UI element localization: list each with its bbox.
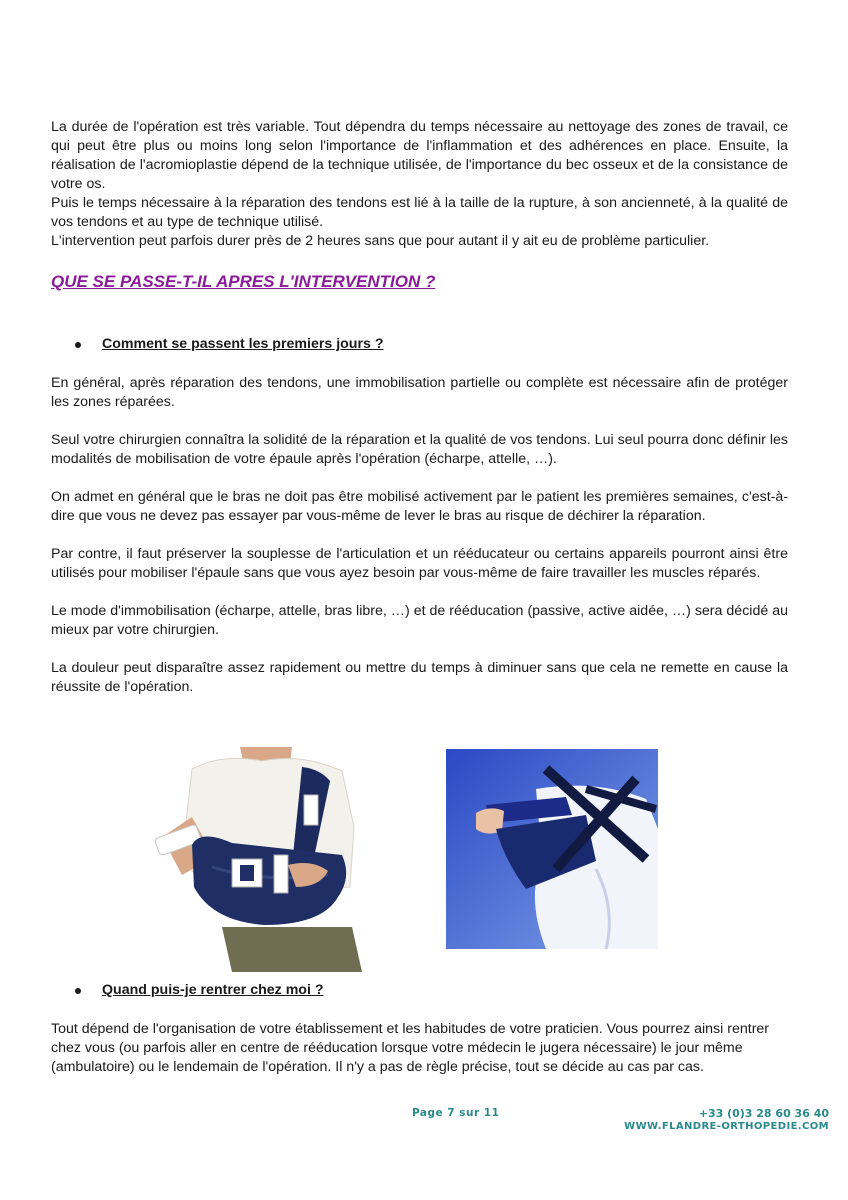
paragraph: En général, après réparation des tendons, une immobilisation partielle ou complète est nécessaire afin de protéger les zones réparées.: [51, 375, 788, 410]
subheading-first-days-label: Comment se passent les premiers jours ?: [102, 336, 384, 352]
page-number: Page 7 sur 11: [412, 1107, 500, 1119]
paragraph: Par contre, il faut préserver la souplesse de l'articulation et un rééducateur ou certains appareils pourront ainsi être utilisés pour mobiliser l'épaule sans que vous ayez besoin par vous-même de faire travailler les muscles réparés.: [51, 546, 788, 581]
paragraph: Le mode d'immobilisation (écharpe, attelle, bras libre, …) et de rééducation (passive, active aidée, …) sera décidé au mieux par votre chirurgien.: [51, 603, 788, 638]
bullet-icon: [75, 988, 81, 994]
paragraph: Tout dépend de l'organisation de votre établissement et les habitudes de votre praticien. Vous pourrez ainsi rentrer chez vous (ou parfois aller en centre de rééducation lorsque votre médecin le jugera nécessaire) le jour même (ambulatoire) ou le lendemain de l'opération. Il n'y a pas de règle précise, tout se décide au cas par cas.: [51, 1021, 770, 1075]
footer-phone: +33 (0)3 28 60 36 40: [698, 1107, 829, 1120]
subheading-first-days: [51, 335, 788, 354]
paragraph: La douleur peut disparaître assez rapidement ou mettre du temps à diminuer sans que cela ne remette en cause la réussite de l'opération.: [51, 660, 788, 695]
intro-paragraph-2: Puis le temps nécessaire à la réparation des tendons est lié à la taille de la rupture, à son ancienneté, à la qualité de vos tendons et au type de technique utilisé.: [51, 195, 788, 230]
footer-website[interactable]: WWW.FLANDRE-ORTHOPEDIE.COM: [624, 1121, 829, 1132]
paragraph: On admet en général que le bras ne doit pas être mobilisé activement par le patient les premières semaines, c'est-à-dire que vous ne devez pas essayer par vous-même de lever le bras au risque de déchirer la réparation.: [51, 489, 788, 524]
intro-paragraph-3: L'intervention peut parfois durer près de 2 heures sans que pour autant il y ait eu de problème particulier.: [51, 233, 710, 249]
subheading-going-home-label: Quand puis-je rentrer chez moi ?: [102, 982, 324, 998]
bullet-icon: [75, 342, 81, 348]
intro-section: [51, 118, 788, 251]
document-body: [51, 118, 788, 1077]
figures-row: [51, 747, 788, 979]
intro-paragraph-1: La durée de l'opération est très variable. Tout dépendra du temps nécessaire au nettoyage des zones de travail, ce qui peut être plus ou moins long selon l'importance de l'inflammation et des adhérences en place. Ensuite, la réalisation de l'acromioplastie dépend de la technique utilisée, de l'importance du bec osseux et de la consistance de votre os.: [51, 119, 788, 192]
paragraph: Seul votre chirurgien connaîtra la solidité de la réparation et la qualité de vos tendons. Lui seul pourra donc définir les modalités de mobilisation de votre épaule après l'opération (écharpe, attelle, …).: [51, 432, 788, 467]
subheading-going-home: [51, 981, 788, 1000]
section-heading: QUE SE PASSE-T-IL APRES L'INTERVENTION ?: [51, 272, 436, 291]
shoulder-brace-photo: [446, 749, 658, 949]
shoulder-sling-photo: [152, 747, 396, 972]
